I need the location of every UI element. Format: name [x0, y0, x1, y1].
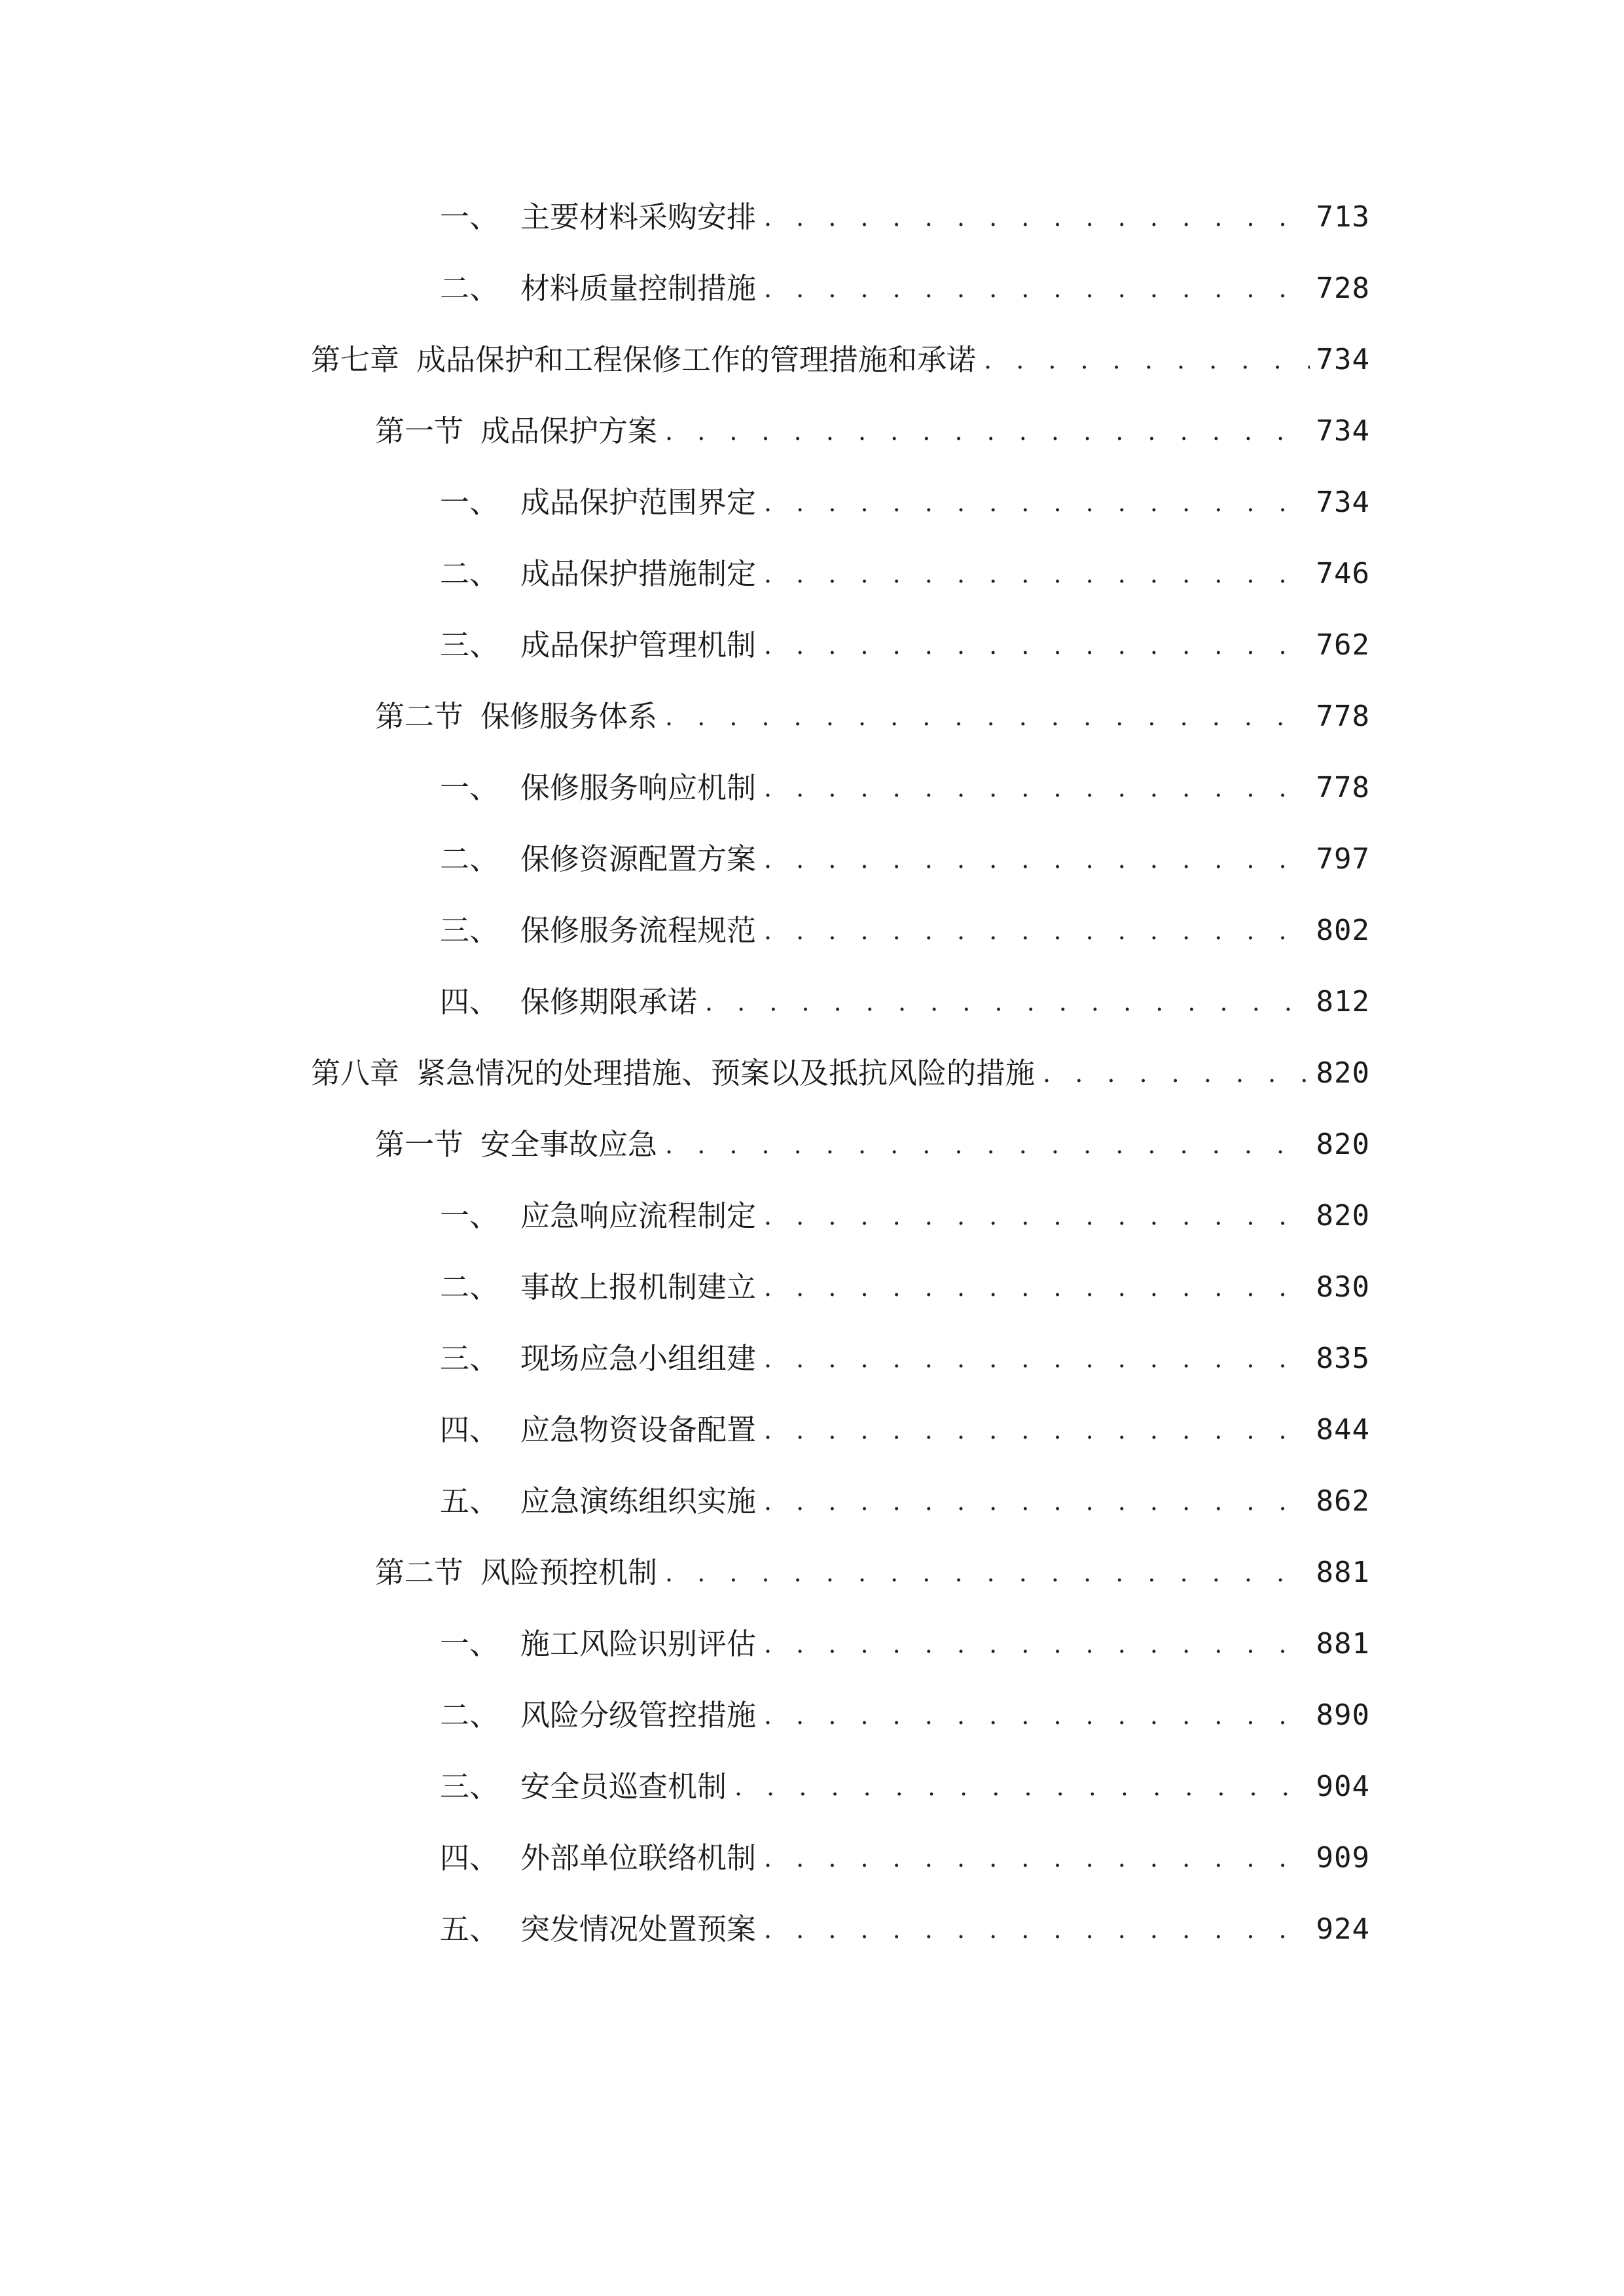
toc-entry-title: 施工风险识别评估	[520, 1626, 757, 1661]
toc-entry-title: 安全事故应急	[480, 1127, 658, 1162]
dot-leader	[764, 1696, 1310, 1735]
toc-entry-number: 四、	[440, 1412, 499, 1447]
dot-leader	[1043, 1054, 1309, 1093]
toc-chapter-entry[interactable]	[311, 1054, 1370, 1093]
toc-section-entry[interactable]	[375, 1553, 1370, 1592]
toc-entry-number: 三、	[440, 1769, 499, 1804]
toc-entry-title: 安全员巡查机制	[520, 1769, 727, 1804]
toc-entry-page: 728	[1316, 272, 1370, 305]
toc-entry-number: 第二节	[375, 699, 464, 734]
toc-entry-item[interactable]	[440, 1910, 1370, 1949]
toc-section-entry[interactable]	[375, 412, 1370, 451]
toc-entry-title: 紧急情况的处理措施、预案以及抵抗风险的措施	[416, 1056, 1036, 1090]
toc-entry-item[interactable]	[440, 840, 1370, 879]
toc-entry-item[interactable]	[440, 1767, 1370, 1806]
toc-entry-title: 应急演练组织实施	[520, 1484, 757, 1518]
dot-leader	[764, 1482, 1310, 1521]
toc-entry-number: 一、	[440, 1198, 499, 1233]
toc-entry-item[interactable]	[440, 1410, 1370, 1450]
toc-entry-page: 734	[1316, 486, 1370, 519]
toc-entry-title: 材料质量控制措施	[520, 271, 757, 306]
toc-entry-item[interactable]	[440, 982, 1370, 1022]
toc-entry-page: 924	[1316, 1912, 1370, 1946]
toc-entry-title: 应急响应流程制定	[520, 1198, 757, 1233]
dot-leader	[764, 768, 1310, 808]
toc-entry-title: 突发情况处置预案	[520, 1912, 757, 1946]
toc-entry-title: 外部单位联络机制	[520, 1840, 757, 1875]
toc-entry-page: 812	[1316, 985, 1370, 1018]
toc-entry-number: 四、	[440, 1840, 499, 1875]
toc-entry-title: 保修服务流程规范	[520, 913, 757, 948]
toc-entry-title: 事故上报机制建立	[520, 1270, 757, 1304]
dot-leader	[764, 911, 1310, 950]
dot-leader	[764, 269, 1310, 308]
toc-entry-page: 830	[1316, 1270, 1370, 1304]
toc-entry-number: 四、	[440, 984, 499, 1019]
toc-chapter-entry[interactable]	[311, 340, 1370, 380]
toc-entry-title: 保修服务响应机制	[520, 770, 757, 805]
toc-entry-number: 二、	[440, 271, 499, 306]
dot-leader	[665, 412, 1309, 451]
toc-entry-page: 713	[1316, 200, 1370, 234]
dot-leader	[984, 340, 1309, 380]
toc-entry-page: 820	[1316, 1128, 1370, 1161]
toc-entry-item[interactable]	[440, 1339, 1370, 1378]
toc-entry-title: 成品保护措施制定	[520, 556, 757, 591]
toc-entry-page: 778	[1316, 771, 1370, 804]
toc-entry-title: 风险预控机制	[480, 1555, 658, 1590]
toc-entry-page: 904	[1316, 1770, 1370, 1803]
toc-entry-number: 第七章	[311, 342, 400, 377]
dot-leader	[764, 626, 1310, 665]
dot-leader	[764, 1339, 1310, 1378]
toc-entry-page: 844	[1316, 1413, 1370, 1446]
toc-entry-page: 862	[1316, 1484, 1370, 1518]
toc-entry-number: 一、	[440, 485, 499, 520]
dot-leader	[764, 1624, 1310, 1664]
toc-entry-number: 第一节	[375, 1127, 464, 1162]
dot-leader	[764, 1268, 1310, 1307]
toc-entry-number: 三、	[440, 1341, 499, 1376]
toc-entry-page: 746	[1316, 557, 1370, 590]
toc-entry-page: 762	[1316, 628, 1370, 662]
toc-entry-item[interactable]	[440, 198, 1370, 237]
toc-entry-number: 五、	[440, 1912, 499, 1946]
toc-entry-item[interactable]	[440, 269, 1370, 308]
toc-entry-page: 881	[1316, 1627, 1370, 1660]
toc-entry-page: 802	[1316, 914, 1370, 947]
dot-leader	[734, 1767, 1310, 1806]
toc-entry-number: 二、	[440, 1698, 499, 1732]
toc-entry-page: 820	[1316, 1199, 1370, 1232]
toc-entry-number: 一、	[440, 770, 499, 805]
toc-entry-number: 第八章	[311, 1056, 400, 1090]
toc-entry-number: 第二节	[375, 1555, 464, 1590]
toc-entry-number: 二、	[440, 1270, 499, 1304]
toc-entry-page: 835	[1316, 1342, 1370, 1375]
dot-leader	[764, 1410, 1310, 1450]
toc-entry-item[interactable]	[440, 1624, 1370, 1664]
toc-entry-number: 二、	[440, 842, 499, 876]
toc-entry-page: 881	[1316, 1556, 1370, 1589]
toc-entry-page: 909	[1316, 1841, 1370, 1874]
toc-entry-number: 三、	[440, 913, 499, 948]
dot-leader	[665, 1125, 1309, 1164]
toc-entry-item[interactable]	[440, 1839, 1370, 1878]
toc-entry-title: 保修资源配置方案	[520, 842, 757, 876]
toc-entry-page: 734	[1316, 343, 1370, 376]
toc-entry-item[interactable]	[440, 626, 1370, 665]
toc-entry-page: 734	[1316, 414, 1370, 448]
toc-entry-title: 应急物资设备配置	[520, 1412, 757, 1447]
dot-leader	[764, 1196, 1310, 1236]
toc-entry-title: 成品保护和工程保修工作的管理措施和承诺	[416, 342, 977, 377]
toc-entry-page: 797	[1316, 842, 1370, 876]
toc-entry-title: 风险分级管控措施	[520, 1698, 757, 1732]
toc-entry-title: 保修期限承诺	[520, 984, 698, 1019]
toc-entry-item[interactable]	[440, 554, 1370, 594]
toc-entry-title: 成品保护方案	[480, 414, 658, 448]
dot-leader	[764, 554, 1310, 594]
toc-entry-number: 一、	[440, 200, 499, 234]
toc-entry-title: 主要材料采购安排	[520, 200, 757, 234]
toc-entry-item[interactable]	[440, 768, 1370, 808]
toc-entry-item[interactable]	[440, 483, 1370, 522]
toc-entry-title: 成品保护管理机制	[520, 628, 757, 662]
toc-entry-title: 成品保护范围界定	[520, 485, 757, 520]
toc-entry-item[interactable]	[440, 1696, 1370, 1735]
toc-entry-item[interactable]	[440, 1196, 1370, 1236]
dot-leader	[705, 982, 1310, 1022]
toc-entry-title: 保修服务体系	[480, 699, 658, 734]
toc-entry-title: 现场应急小组组建	[520, 1341, 757, 1376]
dot-leader	[764, 483, 1310, 522]
toc-entry-item[interactable]	[440, 1482, 1370, 1521]
toc-entry-item[interactable]	[440, 911, 1370, 950]
toc-entry-number: 五、	[440, 1484, 499, 1518]
dot-leader	[764, 840, 1310, 879]
toc-entry-number: 一、	[440, 1626, 499, 1661]
toc-entry-page: 890	[1316, 1698, 1370, 1732]
toc-entry-number: 第一节	[375, 414, 464, 448]
toc-entry-item[interactable]	[440, 1268, 1370, 1307]
toc-section-entry[interactable]	[375, 697, 1370, 736]
dot-leader	[764, 198, 1310, 237]
toc-entry-number: 二、	[440, 556, 499, 591]
dot-leader	[764, 1910, 1310, 1949]
dot-leader	[764, 1839, 1310, 1878]
toc-entry-page: 778	[1316, 700, 1370, 733]
dot-leader	[665, 697, 1309, 736]
toc-entry-page: 820	[1316, 1056, 1370, 1090]
toc-section-entry[interactable]	[375, 1125, 1370, 1164]
toc-entry-number: 三、	[440, 628, 499, 662]
dot-leader	[665, 1553, 1309, 1592]
